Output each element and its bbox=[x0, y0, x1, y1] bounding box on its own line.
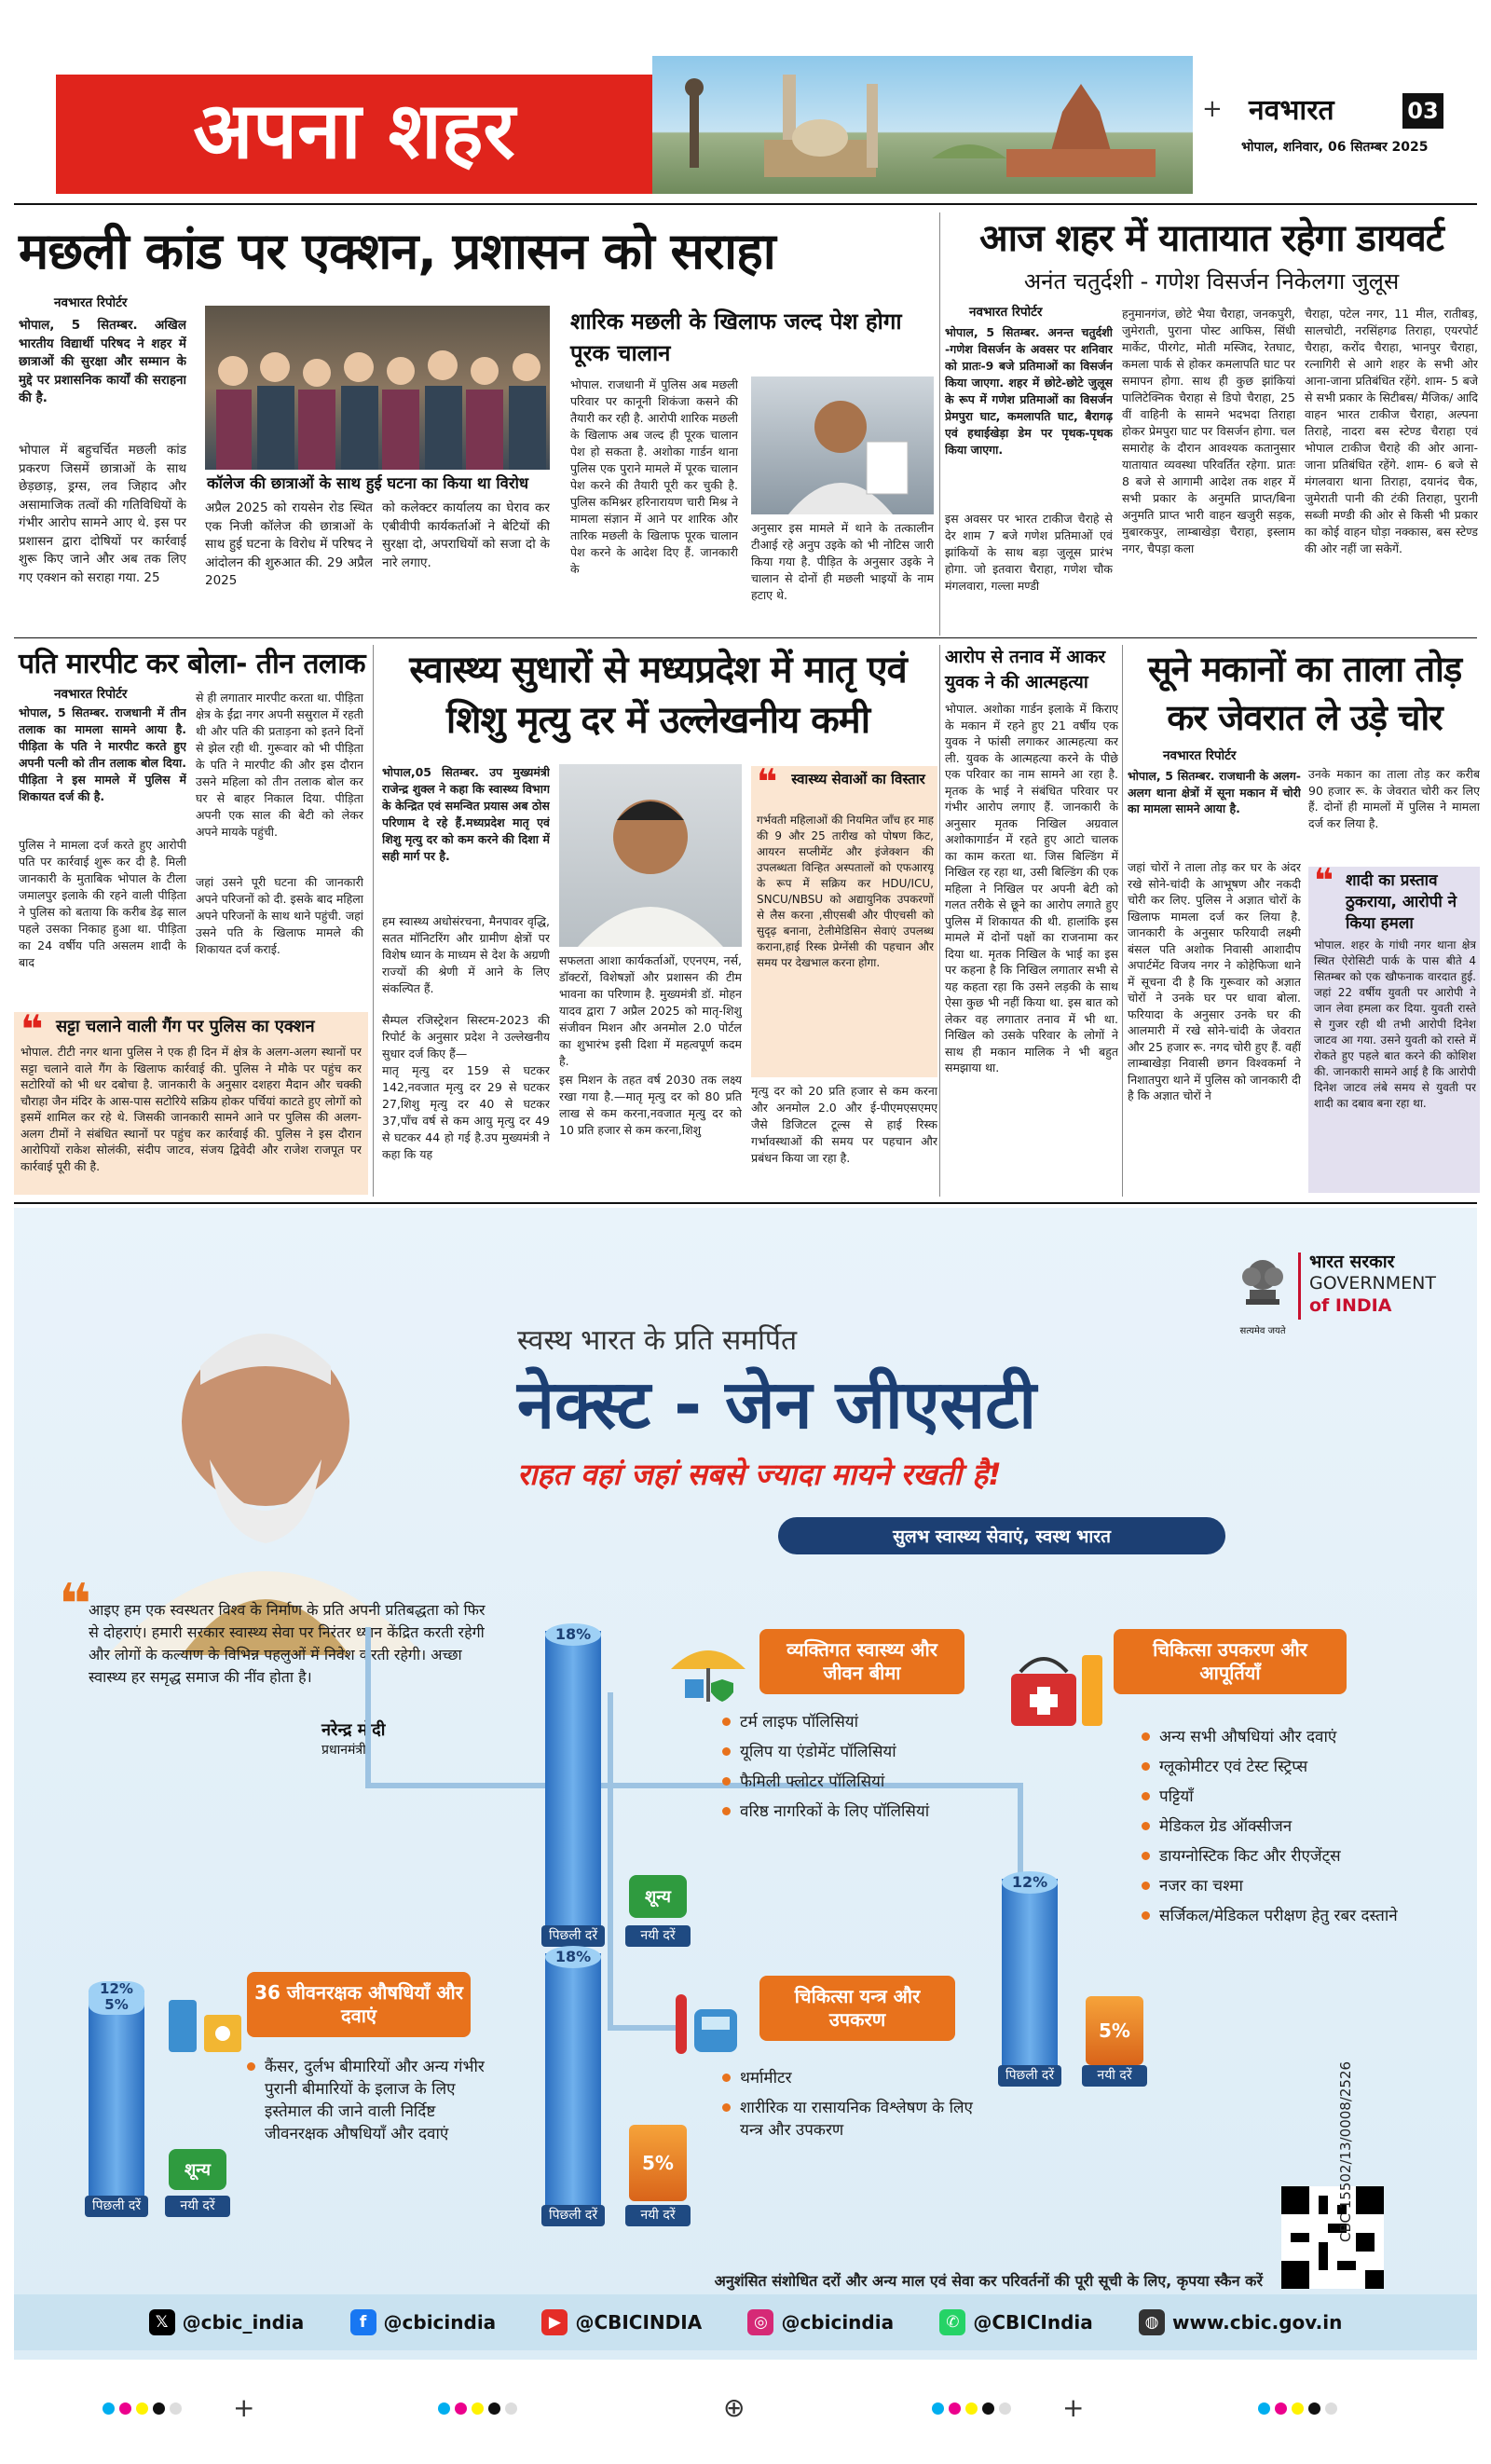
cat1-new-label: नयी दरें bbox=[625, 1925, 691, 1947]
cat4-items bbox=[1142, 1726, 1421, 1935]
section-title: अपना शहर bbox=[193, 85, 515, 176]
story6-body4: सफलता आशा कार्यकर्ताओं, एएनएम, नर्स, डॉक्टरों, विशेषज्ञों और प्रशासन की टीम भावना का परिणाम है. मुख्यमंत्री डॉ. मोहन यादव द्वारा 7 अप्रैल 2025 को मातृ-शिशु संजीवन मिशन और अनमोल 2.0 पोर्टल का शुभारंभ इसी दिशा में महत्वपूर्ण कदम है. bbox=[559, 953, 742, 1068]
cat3-old-rate: 18% bbox=[554, 1948, 592, 1965]
minister-portrait bbox=[559, 764, 742, 947]
ad-tagline: स्वस्थ भारत के प्रति समर्पित bbox=[517, 1324, 798, 1357]
story6-body3: मातृ मृत्यु दर 159 से घटकर 142,नवजात मृत्यु दर 29 से घटकर 27,शिशु मृत्यु दर 40 से घटकर 37,पाँच वर्ष से कम आयु मृत्यु दर 49 से घटकर 44 हो गई है.उप मुख्यमंत्री ने कहा कि यह bbox=[382, 1063, 550, 1161]
masthead-photo-strip bbox=[652, 56, 1193, 194]
story1-headline: मछली कांड पर एक्शन, प्रशासन को सराहा bbox=[19, 222, 775, 281]
social-website[interactable]: ◍ www.cbic.gov.in bbox=[1139, 2309, 1342, 2335]
social-youtube[interactable]: ▶ @CBICINDIA bbox=[541, 2309, 702, 2335]
story3-byline: नवभारत रिपोर्टर bbox=[969, 305, 1043, 320]
story1-photo-caption: कॉलेज की छात्राओं के साथ हुई घटना का किया था विरोध bbox=[207, 474, 529, 492]
brand-name: नवभारत bbox=[1249, 94, 1334, 127]
cat1-items bbox=[722, 1711, 974, 1830]
medical-device-icon bbox=[666, 1981, 750, 2065]
crosshair-mark: + bbox=[1202, 95, 1223, 123]
story7-headline: आरोप से तनाव में आकर युवक ने की आत्महत्या bbox=[945, 647, 1106, 692]
rule bbox=[14, 637, 1477, 638]
cat4-new-rate: 5% bbox=[1086, 1996, 1143, 2065]
story5-headline: सट्टा चलाने वाली गैंग पर पुलिस का एक्शन bbox=[56, 1017, 315, 1036]
rule bbox=[14, 1202, 1477, 1204]
officer-portrait bbox=[751, 376, 934, 514]
color-registration-dots bbox=[1258, 2402, 1337, 2415]
story6-box-title: स्वास्थ्य सेवाओं का विस्तार bbox=[791, 771, 925, 787]
social-strip bbox=[14, 2294, 1477, 2350]
pm-name: नरेन्द्र मोदी bbox=[321, 1720, 386, 1740]
insurance-icon bbox=[666, 1627, 750, 1711]
page-number: 03 bbox=[1402, 93, 1443, 129]
story1-byline: नवभारत रिपोर्टर bbox=[54, 295, 128, 310]
story3-body1: इस अवसर पर भारत टाकीज चैराहे से देर शाम 7 बजे गणेश प्रतिमाओं एवं झांकियों के साथ बड़ा जुलूस प्रारंभ होगा. जो इतवारा चैराहा, गणेश चौक मंगलवारा, गल्ला मण्डी bbox=[945, 512, 1113, 593]
ad-banner: सुलभ स्वास्थ्य सेवाएं, स्वस्थ भारत bbox=[778, 1517, 1225, 1554]
cat1-old-rate: 18% bbox=[554, 1625, 592, 1643]
cat4-item: मेडिकल ग्रेड ऑक्सीजन bbox=[1142, 1815, 1421, 1838]
cat3-item: थर्मामीटर bbox=[722, 2067, 974, 2089]
ad-subtitle: राहत वहां जहां सबसे ज्यादा मायने रखती है! bbox=[517, 1457, 1002, 1492]
story8-lead: भोपाल, 5 सितम्बर. राजधानी के अलग-अलग थाना क्षेत्रों में सूना मकान में चोरी का मामला सामने आया है. bbox=[1128, 769, 1301, 815]
cat2-title: 36 जीवनरक्षक औषधियाँ और दवाएं bbox=[247, 1972, 471, 2037]
cat4-old-rate: 12% bbox=[1011, 1873, 1048, 1891]
story2-headline: शारिक मछली के खिलाफ जल्द पेश होगा पूरक चालान bbox=[570, 308, 902, 366]
cat3-items bbox=[722, 2067, 974, 2149]
crosshair-mark: ⊕ bbox=[723, 2392, 746, 2423]
story1-body1: भोपाल में बहुचर्चित मछली कांड प्रकरण जिसमें छात्राओं के साथ छेड़छाड़, ड्रग्स, लव जिहाद और असामाजिक तत्वों की गतिविधियों के गंभीर आरोप सामने आए थे. इस पर प्रशासन द्वारा दोषियों पर कार्रवाई शुरू किए जाने और अब तक लिए गए एक्शन को सराहा गया. 25 bbox=[19, 443, 186, 585]
crosshair-mark: + bbox=[1062, 2392, 1085, 2423]
cat1-item: टर्म लाइफ पॉलिसियां bbox=[722, 1711, 974, 1733]
gov-hindi: भारत सरकार bbox=[1309, 1252, 1395, 1272]
story6-body2: सैम्पल रजिस्ट्रेशन सिस्टम-2023 की रिपोर्ट के अनुसार प्रदेश ने उल्लेखनीय सुधार दर्ज किए हैं— bbox=[382, 1013, 550, 1061]
social-whatsapp[interactable]: ✆ @CBICIndia bbox=[939, 2309, 1092, 2335]
cat1-old-rate-bar bbox=[545, 1631, 601, 1925]
cat1-item: यूलिप या एंडोमेंट पॉलिसियां bbox=[722, 1741, 974, 1763]
story2-photo bbox=[751, 376, 934, 514]
gst-advertisement bbox=[14, 1208, 1477, 2360]
story3-subhead: अनंत चतुर्दशी - गणेश विसर्जन निकेलगा जुलूस bbox=[1023, 268, 1400, 294]
column-rule bbox=[939, 645, 940, 1197]
quote-mark-icon: ❝ bbox=[21, 1006, 44, 1052]
story4-headline: पति मारपीट कर बोला- तीन तलाक bbox=[19, 648, 366, 680]
color-registration-dots bbox=[438, 2402, 517, 2415]
column-rule bbox=[373, 645, 374, 1197]
story8-byline: नवभारत रिपोर्टर bbox=[1163, 748, 1237, 763]
instagram-icon: ◎ bbox=[747, 2309, 773, 2335]
ad-title: नेक्स्ट - जेन जीएसटी bbox=[517, 1365, 1037, 1444]
column-rule bbox=[939, 212, 940, 636]
minister-portrait-illustration bbox=[559, 764, 742, 947]
whatsapp-icon: ✆ bbox=[939, 2309, 965, 2335]
medicine-icon bbox=[163, 1991, 247, 2056]
facebook-icon: f bbox=[350, 2309, 376, 2335]
cat4-item: ग्लूकोमीटर एवं टेस्ट स्ट्रिप्स bbox=[1142, 1756, 1421, 1778]
qr-code-icon bbox=[1281, 2186, 1384, 2289]
social-x[interactable]: 𝕏 @cbic_india bbox=[149, 2309, 305, 2335]
story6-box-body: गर्भवती महिलाओं की नियमित जाँच हर माह की 9 और 25 तारीख को पोषण किट, आयरन सप्लीमेंट और इंजेक्शन की उपलब्धता विन्हित अस्पतालों को एफआरयू के रूप में सक्रिय कर HDU/ICU, SNCU/NBSU को अद्यायुनिक उपकरणों से लैस करना ,सीएसबी और पीएचसी को सुदृढ़ बनाना, टेलीमेडिसिन सेवाएं उपलब्ध कराना,हाई रिस्क प्रेग्नेंसी की पहचान और समय पर देखभाल करना होगा. bbox=[757, 814, 934, 969]
story1-photo bbox=[205, 306, 550, 470]
ad-footnote: अनुशंसित संशोधित दरों और अन्य माल एवं सेवा कर परिवर्तनों की पूरी सूची के लिए, कृपया स्कैन करें bbox=[714, 2272, 1263, 2290]
dateline: भोपाल, शनिवार, 06 सितम्बर 2025 bbox=[1241, 140, 1429, 155]
cat1-item: वरिष्ठ नागरिकों के लिए पॉलिसियां bbox=[722, 1800, 974, 1823]
color-registration-dots bbox=[932, 2402, 1011, 2415]
cat2-old-label: पिछली दरें bbox=[85, 2196, 148, 2217]
cat2-item: कैंसर, दुर्लभ बीमारियों और अन्य गंभीर पुरानी बीमारियों के इलाज के लिए इस्तेमाल की जाने वाली निर्दिष्ट जीवनरक्षक औषधियाँ और दवाएं bbox=[247, 2056, 489, 2145]
story4-body3: जहां उसने पूरी घटना की जानकारी अपने परिजनों को दी. इसके बाद महिला अपने परिजनों के साथ थाने पहुंची. जहां उसने पति के खिलाफ मामले की शिकायत दर्ज कराई. bbox=[196, 875, 363, 956]
cat2-items bbox=[247, 2056, 489, 2153]
masthead bbox=[56, 56, 1444, 196]
cat4-title: चिकित्सा उपकरण और आपूर्तियाँ bbox=[1114, 1629, 1347, 1694]
cat2-old-rate: 12% 5% bbox=[100, 1980, 133, 2013]
cat3-title: चिकित्सा यन्त्र और उपकरण bbox=[759, 1976, 955, 2041]
cat4-item: सर्जिकल/मेडिकल परीक्षण हेतु रबर दस्ताने bbox=[1142, 1905, 1421, 1927]
story2-body1: भोपाल. राजधानी में पुलिस अब मछली परिवार पर कानूनी शिकंजा कसने की तैयारी कर रही है. आरोपी शारिक मछली के खिलाफ अब जल्द ही पूरक चालान पेश हो सकता है. अशोका गार्डन थाना पुलिस एक पुराने मामले में पूरक चालान पेश करने की तैयारी पूरी कर चुकी है. पुलिस कमिश्नर हरिनारायण चारी मिश्र ने मामला संज्ञान में आने पर शारिक और तारिक मछली के खिलाफ पूरक चालान पेश करने के आदेश दिए हैं. जानकारी के bbox=[570, 377, 738, 576]
story6-body5: इस मिशन के तहत वर्ष 2030 तक लक्ष्य रखा गया है.—मातृ मृत्यु दर को 80 प्रति लाख से कम करना,नवजात मृत्यु दर को 10 प्रति हजार से कम करना,शिशु bbox=[559, 1073, 742, 1137]
cat1-old-label: पिछली दरें bbox=[541, 1925, 605, 1947]
quote-mark-icon: ❝ bbox=[59, 1572, 92, 1637]
youtube-icon: ▶ bbox=[541, 2309, 568, 2335]
cat1-item: फैमिली फ्लोटर पॉलिसियां bbox=[722, 1771, 974, 1793]
cat3-old-label: पिछली दरें bbox=[541, 2205, 605, 2226]
social-facebook[interactable]: f @cbicindia bbox=[350, 2309, 497, 2335]
city-landmarks-illustration bbox=[652, 56, 1193, 194]
story8-box-body: भोपाल. शहर के गांधी नगर थाना क्षेत्र स्थित ऐरोसिटी पार्क के पास बीते 4 सितम्बर को एक खौफनाक वारदात हुई. जहां 22 वर्षीय युवती पर आरोपी ने जान लेवा हमला कर दिया. युवती रास्ते से गुजर रही थी तभी आरोपी दिनेश जाटव आ गया. उसने युवती को रास्ते में रोकते हुए पहले बात करने की कोशिश की. जानकारी सामने आई है कि आरोपी दिनेश जाटव लंबे समय से युवती पर शादी का दबाव बना रहा था. bbox=[1314, 938, 1476, 1110]
story1-body3: को कलेक्टर कार्यालय का घेराव कर एबीवीपी कार्यकर्ताओं ने बेटियों की सुरक्षा दो, अपराधियों को सजा दो के नारे लगाए. bbox=[382, 500, 550, 570]
column-rule bbox=[1122, 645, 1123, 1197]
cat1-new-rate: शून्य bbox=[629, 1875, 687, 1918]
cat3-new-label: नयी दरें bbox=[625, 2205, 691, 2226]
cat4-item: डायग्नोस्टिक किट और रीएजेंट्स bbox=[1142, 1845, 1421, 1868]
cat4-item: नजर का चश्मा bbox=[1142, 1875, 1421, 1897]
story7-body: भोपाल. अशोका गार्डन इलाके में किराए के मकान में रहने हुए 21 वर्षीय एक युवक ने फांसी लगाकर आत्महत्या कर ली. युवक के आत्महत्या करने के पीछे एक परिवार का नाम सामने आ रहा है. मृतक के भाई ने संबंधित परिवार पर गंभीर आरोप लगाए हैं. जानकारी के अनुसार मृतक निखिल अग्रवाल अशोकागार्डन में रहते हुए आटो चालक का काम करता था. जिस बिल्डिंग में निखिल रह रहा था, उसी बिल्डिंग की एक महिला ने निखिल पर अपनी बेटी को गलत तरीके से छूने का आरोप लगाते हुए पुलिस में शिकायत की थी. हालांकि इस मामले में दोनों पक्षों का राजनामा कर दिया था. मृतक निखिल के भाई का इस पर कहना है कि निखिल लगातार सभी से यह कहता रहा कि उसने लड़की के साथ ऐसा कुछ भी नहीं किया था. इस बात को लेकर वह लगातार तनाव में भी था. निखिल को उसके परिवार के लोगों ने साथ ही मकान मालिक ने भी बहुत समझाया था. bbox=[945, 702, 1118, 1075]
globe-icon: ◍ bbox=[1139, 2309, 1165, 2335]
cat2-old-rate-bar bbox=[89, 1991, 144, 2196]
story6-body6: मृत्यु दर को 20 प्रति हजार से कम करना और अनमोल 2.0 और ई-पीएमएसएमए जैसे डिजिटल टूल्स से हाई रिस्क गर्भावस्थाओं की समय पर पहचान और प्रबंधन किया जा रहा है. bbox=[751, 1084, 937, 1165]
cbc-code: CBC 15502/13/0008/2526 bbox=[1337, 2060, 1354, 2242]
quote-mark-icon: ❝ bbox=[757, 761, 778, 802]
pm-quote: आइए हम एक स्वस्थतर विश्व के निर्माण के प्रति अपनी प्रतिबद्धता को फिर से दोहराएं। हमारी सरकार स्वास्थ्य सेवा पर निरंतर ध्यान केंद्रित करती रहेगी और लोगों के कल्याण के विभिन्न पहलुओं में निवेश करती रहेगी। अच्छा स्वास्थ्य हर समृद्ध समाज की नींव होता है। bbox=[89, 1601, 486, 1686]
story8-body1: जहां चोरों ने ताला तोड़ कर घर के अंदर रखे सोने-चांदी के आभूषण और नकदी चोरी कर लिए. पुलिस ने अज्ञात चोरों के खिलाफ मामला दर्ज कर लिया है. जानकारी के अनुसार फरियादी लक्ष्मी बंसल पति अशोक निवासी आशादीप अपार्टमेंट विजय नगर ने कोहेफिजा थाने में सूचना दी है कि गुरूवार को अज्ञात चोरों ने उनके घर पर धावा बोला. फरियादा के अनुसार उनके घर की आलमारी में रखे सोने-चांदी के जेवरात और 25 हजार रू. नगद चोरी हुए हैं. वहीं लाम्बाखेड़ा निवासी छगन विश्वकर्मा ने निशातपुरा थाने में पुलिस को जानकारी दी है कि अज्ञात चोरों ने bbox=[1128, 860, 1301, 1102]
crosshair-mark: + bbox=[233, 2392, 255, 2423]
story8-box-title: शादी का प्रस्ताव ठुकराया, आरोपी ने किया हमला bbox=[1346, 871, 1457, 933]
color-registration-dots bbox=[103, 2402, 182, 2415]
story1-lead: भोपाल, 5 सितम्बर. अखिल भारतीय विद्यार्थी परिषद ने शहर में छात्राओं की सुरक्षा और सम्मान के मुद्दे पर प्रशासनिक कार्यों की सराहना की है. bbox=[19, 318, 186, 405]
medical-supplies-icon bbox=[1002, 1636, 1114, 1739]
gov-english-2: of INDIA bbox=[1309, 1295, 1392, 1316]
story8-headline: सूने मकानों का ताला तोड़ कर जेवरात ले उड़े चोर bbox=[1147, 649, 1462, 738]
story5-body: भोपाल. टीटी नगर थाना पुलिस ने एक ही दिन में क्षेत्र के अलग-अलग स्थानों पर सट्टा चलाने वाले गैंग के खिलाफ कार्रवाई की. पुलिस ने मौके पर पहुंच कर सटोरियों को भी धर दबोचा है. जानकारी के अनुसार दशहरा मैदान और चक्की चौराहा जैन मंदिर के आस-पास सटोरिये सक्रिय होकर पर्चियां काटते हुए लोगों को इसमें शामिल कर रहे थे. जिसकी जानकारी सामने आने पर पुलिस की अलग-अलग टीमों ने संबंधित स्थानों पर पहुंच कर कार्रवाई की. पुलिस ने इस दौरान आरोपियों राकेश सोलंकी, संदीप जाटव, संजय द्विवेदी और राजेश राजपूत पर कार्रवाई पूरी की है. bbox=[21, 1045, 362, 1173]
emblem-caption: सत्यमेव जयते bbox=[1239, 1326, 1286, 1336]
gov-english-1: GOVERNMENT bbox=[1309, 1273, 1436, 1294]
story3-headline: आज शहर में यातायात रहेगा डायवर्ट bbox=[979, 217, 1443, 260]
story6-lead: भोपाल,05 सितम्बर. उप मुख्यमंत्री राजेन्द्र शुक्ल ने कहा कि स्वास्थ्य विभाग के केन्द्रित एवं समन्वित प्रयास अब ठोस परिणाम दे रहे हैं.मध्यप्रदेश मातृ एवं शिशु मृत्यु दर को कम करने की दिशा में सही मार्ग पर है. bbox=[382, 765, 550, 863]
cat3-new-rate: 5% bbox=[629, 2125, 687, 2201]
story3-body3: चैराहा, पटेल नगर, 11 मील, रातीबड़, सालचोटी, नरसिंहगढ तिराहा, एयरपोर्ट चैराहा, करोंद चैराहा, भानपुर चैराहा, रत्नागिरी से आगे शहर के सभी ओर आना-जाना प्रतिबंधित रहेंगे. शाम- 5 बजे से सभी प्रकार के सिटीबस/ मैजिक/ आदि वाहन भारत टाकीज चैराहा, अल्पना तिराहे, नादरा बस स्टेण्ड चैराहा एवं भोपाल टाकीज चैराहे की ओर आना-जाना प्रतिबंधित रहेंगे. शाम- 6 बजे से मंगलवारा थाना तिराहा, दयानंद चैक, जुमेराती पानी की टंकी तिराहा, पुरानी सब्जी मण्डी की ओर से किसी भी प्रकार का कोई वाहन घोड़ा नक्कास, बस स्टेण्ड की ओर नहीं जा सकेगें. bbox=[1305, 307, 1478, 555]
cat4-old-rate-bar bbox=[1002, 1879, 1058, 2065]
cat3-old-rate-bar bbox=[545, 1953, 601, 2205]
x-icon: 𝕏 bbox=[149, 2309, 175, 2335]
cat2-new-rate: शून्य bbox=[169, 2149, 226, 2190]
cat2-new-label: नयी दरें bbox=[165, 2196, 230, 2217]
cat1-title: व्यक्तिगत स्वास्थ्य और जीवन बीमा bbox=[759, 1629, 964, 1694]
story2-body2: अनुसार इस मामले में थाने के तत्कालीन टीआई रहे अनुप उइके को भी नोटिस जारी किया गया है. पीड़ित के अनुसार उइके ने चालान से दोनों ही मछली भाइयों के नाम हटाए थे. bbox=[751, 521, 934, 602]
cat4-item: पट्टियाँ bbox=[1142, 1786, 1421, 1808]
cat4-old-label: पिछली दरें bbox=[998, 2065, 1061, 2087]
social-instagram[interactable]: ◎ @cbicindia bbox=[747, 2309, 894, 2335]
students-group-photo bbox=[205, 306, 550, 470]
quote-mark-icon: ❝ bbox=[1314, 862, 1334, 900]
story4-byline: नवभारत रिपोर्टर bbox=[54, 687, 128, 702]
story4-lead: भोपाल, 5 सितम्बर. राजधानी में तीन तलाक का मामला सामने आया है. पीड़िता के पति ने मारपीट करते हुए अपनी पत्नी को तीन तलाक बोल दिया. पीड़िता ने इस मामले में पुलिस में शिकायत दर्ज की है. bbox=[19, 705, 186, 803]
story4-body1: पुलिस ने मामला दर्ज करते हुए आरोपी पति पर कार्रवाई शुरू कर दी है. मिली जानकारी के मुताबिक भोपाल के टीला जमालपुर इलाके की रहने वाली पीड़िता ने पुलिस को बताया कि करीब डेढ़ साल पहले उसका निकाह हुआ था. पीड़िता का 24 वर्षीय पति असलम शादी के बाद bbox=[19, 838, 186, 969]
pm-role: प्रधानमंत्री bbox=[321, 1743, 366, 1758]
cat4-new-label: नयी दरें bbox=[1082, 2065, 1147, 2087]
rule bbox=[14, 203, 1477, 205]
cat3-item: शारीरिक या रासायनिक विश्लेषण के लिए यन्त्र और उपकरण bbox=[722, 2097, 974, 2142]
story3-lead: भोपाल, 5 सितम्बर. अनन्त चतुर्दशी -गणेश विसर्जन के अवसर पर शनिवार को प्रातः-9 बजे प्रतिमाओं का विसर्जन किया जाएगा. शहर में छोटे-छोटे जुलूस के रूप में गणेश प्रतिमाओं का विसर्जन प्रेमपुरा घाट, कमलापति घाट, बैरागढ़ एवं हथाईखेड़ा डेम पर पृथक-पृथक किया जाएगा. bbox=[945, 325, 1113, 457]
story3-body2: हनुमानगंज, छोटे भैया चैराहा, जनकपुरी, जुमेराती, पुराना पोस्ट आफिस, सिंधी मार्केट, पीरगेट, मोती मस्जिद, रेतघाट, कमला पार्क से होकर कमलापति घाट पर समापन होगा. साथ ही कुछ झांकियां पालिटेक्निक चैराहा से डिपो चैराहा, 25 वीं वाहिनी के सामने भदभदा तिराहा होकर प्रेमपुरा घाट पर विसर्जन होगा. चल समारोह के दौरान आवश्यक कतानुसार यातायात व्यवस्था परिवर्तित रहेगा. प्रातः 8 बजे से आगामी आदेश तक शहर में सभी प्रकार के अनुमति प्राप्त/बिना अनुमति प्राप्त भारी वाहन खजुरी सड़क, मुबारकपुर, लाम्बाखेड़ा चैराहा, इस्लाम नगर, चैपड़ा कला bbox=[1122, 307, 1295, 555]
cat4-item: अन्य सभी औषधियां और दवाएं bbox=[1142, 1726, 1421, 1748]
story4-body2: से ही लगातार मारपीट करता था. पीड़िता क्षेत्र के ईंद्रा नगर अपनी ससुराल में रहती थी और पति की प्रताड़ना को इतने दिनों से झेल रही थी. गुरूवार को भी पीड़िता के पति ने मारपीट की और इस दौरान उसने महिला को तीन तलाक बोल कर घर से बाहर निकाल दिया. पीड़िता अपनी एक साल की बेटी को लेकर अपने मायके पहुंची. bbox=[196, 691, 363, 839]
story8-body2: उनके मकान का ताला तोड़ कर करीब 90 हजार रू. के जेवरात चोरी कर लिए हैं. दोनों ही मामलों में पुलिस ने मामला दर्ज कर लिया है. bbox=[1308, 767, 1480, 830]
story6-headline: स्वास्थ्य सुधारों से मध्यप्रदेश में मातृ एवं शिशु मृत्यु दर में उल्लेखनीय कमी bbox=[409, 649, 907, 742]
story6-body1: हम स्वास्थ्य अधोसंरचना, मैनपावर वृद्धि, सतत मॉनिटरिंग और ग्रामीण क्षेत्रों पर विशेष ध्यान के माध्यम से देश के अग्रणी राज्यों की श्रेणी में आने के लिए संकल्पित हैं. bbox=[382, 914, 550, 995]
story1-body2: अप्रैल 2025 को रायसेन रोड स्थित एक निजी कॉलेज की छात्राओं के साथ हुई घटना के विरोध में परिषद ने आंदोलन की शुरुआत की. 29 अप्रैल 2025 bbox=[205, 500, 373, 588]
